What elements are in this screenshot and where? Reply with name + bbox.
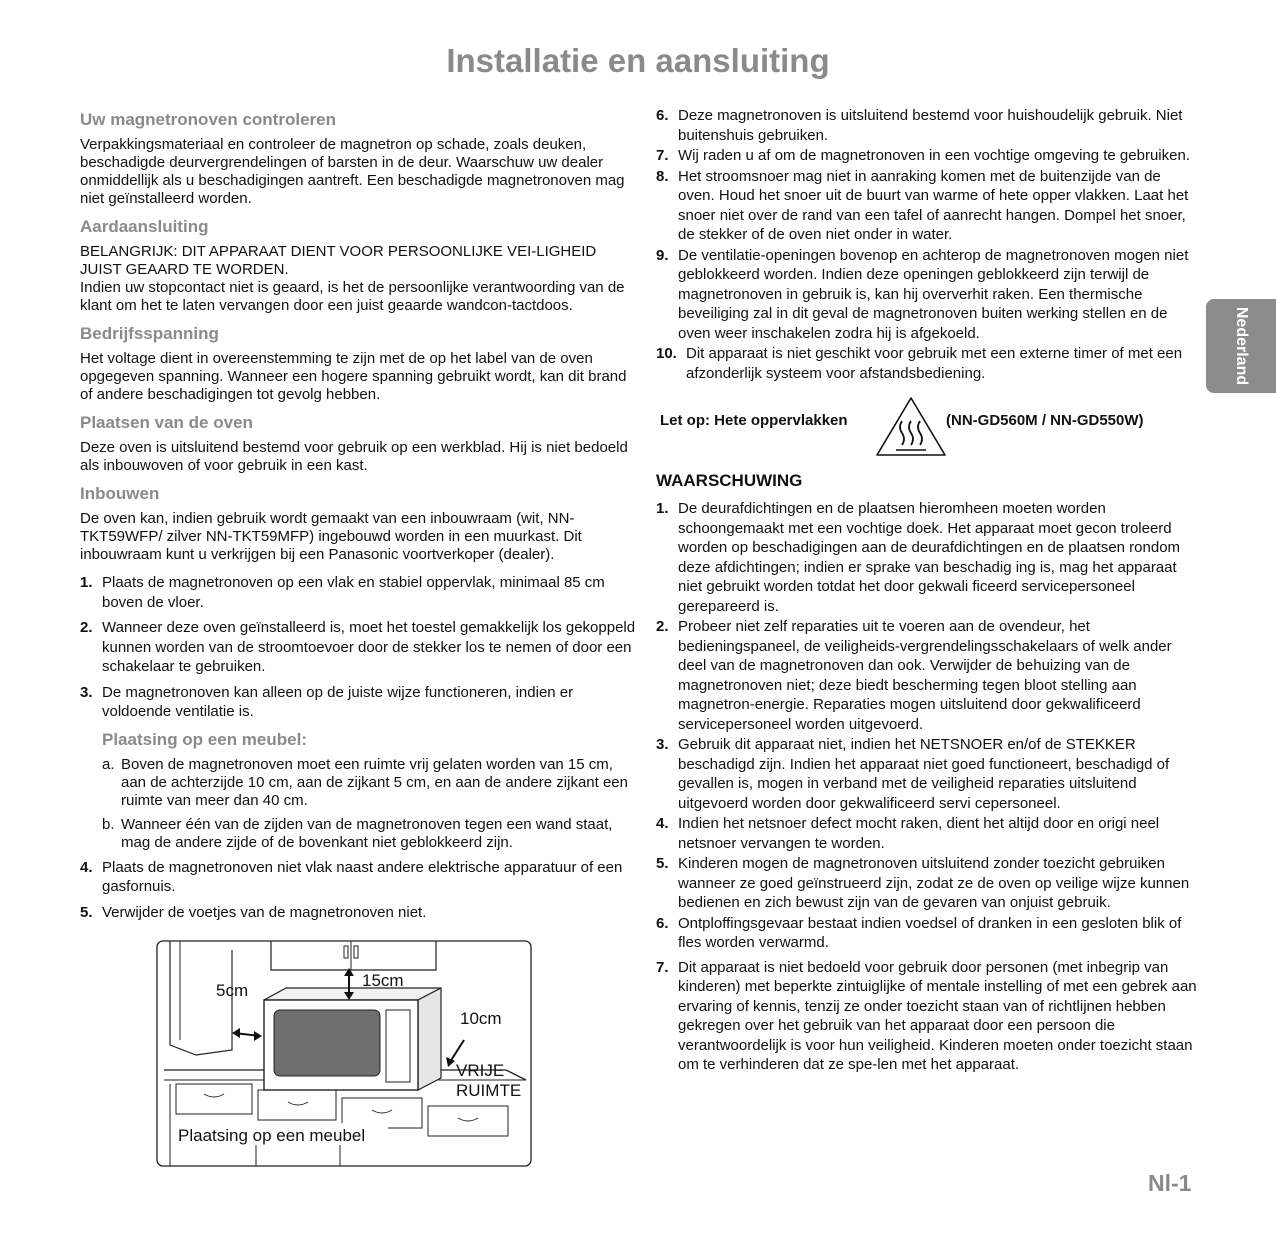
list-item: 9. De ventilatie-openingen bovenop en achterop de magnetronoven mogen niet geblokkeerd worden. Indien deze openingen geblokkeerd zijn terwijl de magnetronoven in gebruik is, kan hij oververhit raken. Een thermische beveiliging zal in dit geval de magnetronoven buiten werking stellen en de oven weer inschakelen zodra hij is afgekoeld. (656, 246, 1189, 342)
usage-list (656, 106, 1201, 383)
page-title: Installatie en aansluiting (446, 42, 830, 79)
left-column (80, 110, 636, 928)
section-grounding (80, 217, 636, 315)
list-item: 5. Verwijder de voetjes van de magnetronoven niet. (80, 903, 427, 921)
caution-label: Let op: Hete oppervlakken (660, 412, 848, 429)
section-text: Indien uw stopcontact niet is geaard, is het de persoonlijke verantwoording van de klant om het te laten vervangen door een juist geaarde wandcon-tactdoos. (80, 279, 625, 314)
section-text: Verpakkingsmateriaal en controleer de magnetron op schade, zoals deuken, beschadigde deurvergrendelingen of barsten in de deur. Waarschuw uw dealer onmiddellijk als u beschadigingen aantreft. Een beschadigde magnetronoven mag niet geïnstalleerd worden. (80, 136, 625, 207)
hot-surface-icon (874, 395, 948, 459)
list-item: 1. De deurafdichtingen en de plaatsen hieromheen moeten worden schoongemaakt met een vochtige doek. Het apparaat moet gecon troleerd worden op beschadigingen aan de deurafdichtingen en de plaatsen rondom deze afdichtingen; indien er sprake van beschadig ing is, mag het apparaat niet gebruikt worden totdat het door gekwali ficeerd servicepersoneel gerepareerd is. (656, 500, 1181, 615)
list-item: 7. Dit apparaat is niet bedoeld voor gebruik door personen (met inbegrip van kinderen) met beperkte zintuiglijke of mentale instelling of met een gebrek aan ervaring of kennis, tenzij ze onder toezicht staan van of richtlijnen hebben gekregen over het gebruik van het apparaat door een persoon die verantwoordelijk is voor hun veiligheid. Kinderen moeten onder toezicht staan om te verhinderen dat ze spe-len met het apparaat. (656, 958, 1197, 1073)
list-item: 8. Het stroomsnoer mag niet in aanraking komen met de buitenzijde van de oven. Houd het snoer uit de buurt van warme of hete opper vlakken. Laat het snoer niet over de rand van een tafel of aanrecht hangen. Dompel het snoer, de stekker of de oven niet onder in water. (656, 167, 1189, 243)
list-item: 2. Probeer niet zelf reparaties uit te voeren aan de ovendeur, het bedieningspaneel, de veiligheids-vergrendelingsschakelaars of welk ander deel van de magnetronoven dan ook. Verwijder de behuizing van de magnetronoven niet; deze biedt bescherming tegen bloot stelling aan magnetron-energie. Reparaties mogen uitsluitend door gekwalificeerd servicepersoneel worden uitgevoerd. (656, 618, 1172, 733)
label-10cm: 10cm (460, 1009, 502, 1028)
list-item: 3. Gebruik dit apparaat niet, indien het NETSNOER en/of de STEKKER beschadigd zijn. Indien het apparaat niet goed functioneert, beschadigd of gevallen is, mogen in verband met de veiligheid reparaties uitsluitend uitgevoerd worden door gekwalificeerd servi cepersoneel. (656, 736, 1170, 812)
label-free-space: VRIJE (456, 1061, 505, 1080)
list-item: 2. Wanneer deze oven geïnstalleerd is, moet het toestel gemakkelijk los gekoppeld kunnen worden van de stroomtoevoer door de stekker los te nemen of door een schakelaar te gebruiken. (80, 619, 636, 675)
list-item: 6. Ontploffingsgevaar bestaat indien voedsel of dranken in een gesloten blik of fles worden verwarmd. (656, 914, 1182, 951)
list-item: b. Wanneer één van de zijden van de magnetronoven tegen een wand staat, mag de andere zijde of de bovenkant niet geblokkeerd zijn. (102, 815, 613, 851)
caution-models: (NN-GD560M / NN-GD550W) (946, 412, 1144, 429)
list-item: 1. Plaats de magnetronoven op een vlak en stabiel oppervlak, minimaal 85 cm boven de vloer. (80, 574, 605, 611)
installation-list (80, 573, 636, 722)
list-item: 4. Indien het netsnoer defect mocht raken, dient het altijd door en origi neel netsnoer vervangen te worden. (656, 815, 1160, 852)
section-check-oven (80, 110, 636, 208)
list-item: 7. Wij raden u af om de magnetronoven in een vochtige omgeving te gebruiken. (656, 147, 1190, 164)
section-voltage (80, 324, 636, 404)
section-heading: Bedrijfsspanning (80, 324, 219, 343)
label-free-space-2: RUIMTE (456, 1081, 522, 1100)
sub-heading-furniture: Plaatsing op een meubel: (102, 729, 307, 749)
section-text: Deze oven is uitsluitend bestemd voor gebruik op een werkblad. Hij is niet bedoeld als inbouwoven of voor gebruik in een kast. (80, 439, 628, 474)
section-built-in (80, 484, 636, 564)
language-tab (1206, 299, 1276, 393)
right-column (656, 106, 1201, 1076)
warning-list (656, 499, 1201, 1075)
list-item: a. Boven de magnetronoven moet een ruimte vrij gelaten worden van 15 cm, aan de achterzijde 10 cm, aan de zijkant 5 cm, en aan de andere zijkant een ruimte van meer dan 40 cm. (102, 755, 628, 809)
label-5cm: 5cm (216, 981, 249, 1000)
section-heading: Inbouwen (80, 484, 160, 503)
label-15cm: 15cm (362, 971, 404, 990)
warning-heading: WAARSCHUWING (656, 471, 803, 490)
furniture-list (102, 756, 636, 852)
list-item: 6. Deze magnetronoven is uitsluitend bestemd voor huishoudelijk gebruik. Niet buitenshuis gebruiken. (656, 107, 1183, 144)
hot-surface-caution (656, 395, 1201, 465)
list-item: 5. Kinderen mogen de magnetronoven uitsluitend zonder toezicht gebruiken wanneer ze goed geïnstrueerd zijn, zodat ze de oven op veilige wijze kunnen bedienen en zich bewust zijn van de gevaren van onjuist gebruik. (656, 855, 1190, 911)
section-placement (80, 413, 636, 475)
section-heading: Plaatsen van de oven (80, 413, 253, 432)
installation-list-continued (80, 858, 636, 923)
section-text: BELANGRIJK: DIT APPARAAT DIENT VOOR PERSOONLIJKE VEI-LIGHEID JUIST GEAARD TE WORDEN. (80, 243, 597, 278)
illustration-caption: Plaatsing op een meubel (178, 1126, 366, 1145)
furniture-placement-illustration (156, 940, 532, 1173)
section-text: Het voltage dient in overeenstemming te zijn met de op het label van de oven opgegeven spanning. Wanneer een hogere spanning gebruikt wordt, kan dit brand of andere beschadigingen tot gevolg hebben. (80, 350, 627, 403)
language-tab-label: Nederland (1233, 306, 1250, 386)
section-heading: Aardaansluiting (80, 217, 209, 236)
list-item: 4. Plaats de magnetronoven niet vlak naast andere elektrische apparatuur of een gasfornuis. (80, 858, 623, 895)
list-item: 3. De magnetronoven kan alleen op de juiste wijze functioneren, indien er voldoende ventilatie is. (80, 683, 574, 720)
section-heading: Uw magnetronoven controleren (80, 110, 336, 129)
page-number: Nl-1 (1148, 1170, 1192, 1196)
section-text: De oven kan, indien gebruik wordt gemaakt van een inbouwraam (wit, NN-TKT59WFP/ zilver NN-TKT59MFP) ingebouwd worden in een muurkast. Dit inbouwraam kunt u verkrijgen bij een Panasonic voortverkoper (dealer). (80, 510, 582, 563)
list-item: 10. Dit apparaat is niet geschikt voor gebruik met een externe timer of met een afzonderlijk systeem voor afstandsbediening. (656, 345, 1183, 382)
